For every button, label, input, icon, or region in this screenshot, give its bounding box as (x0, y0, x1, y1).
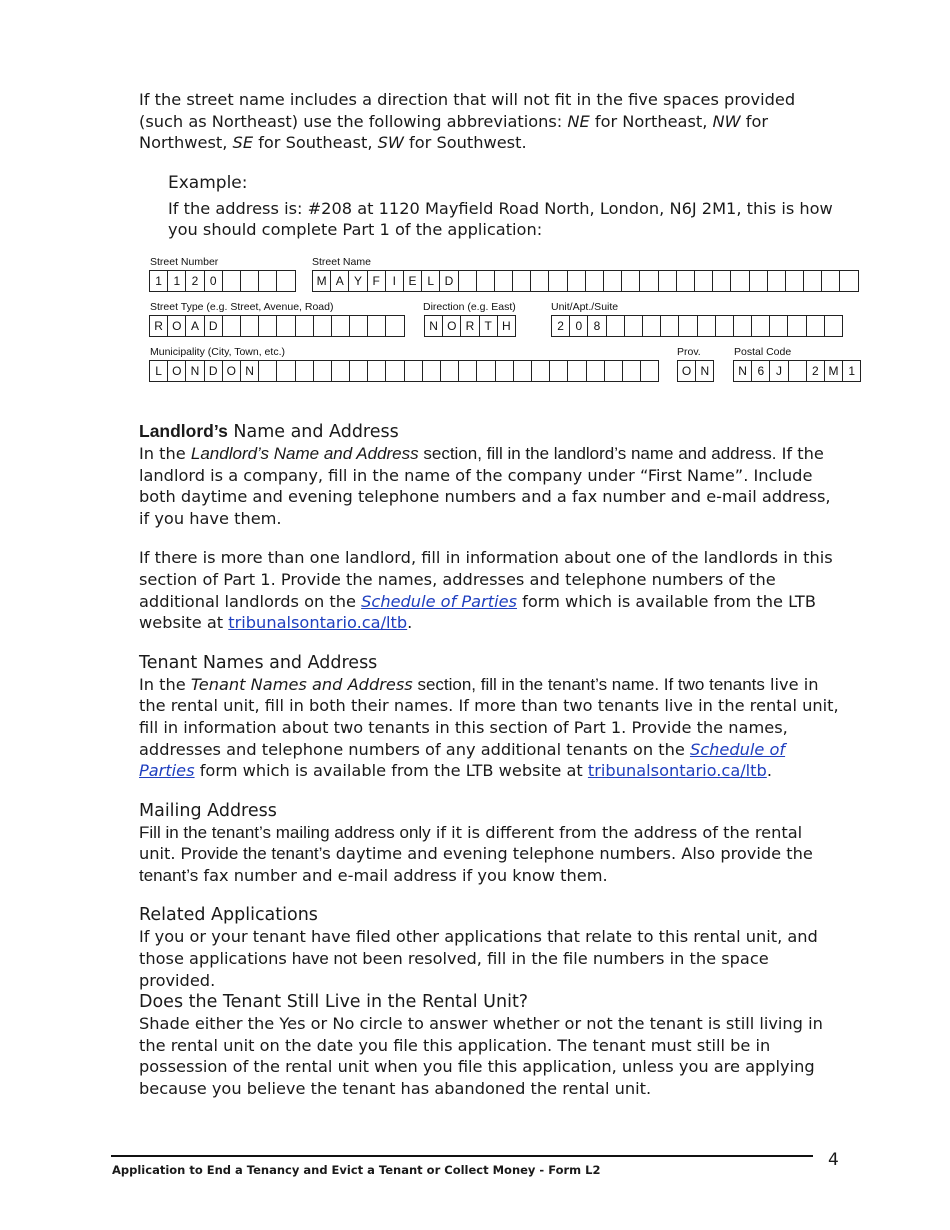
form-cell (822, 271, 840, 291)
address-form-example (149, 255, 859, 396)
landlord-paragraph-1: In the Landlord’s Name and Address section, fill in the landlord’s name and address. If the landlord is a company, fill in the name of the company under “First Name”. Include both daytime and evening telephone numbers and a fax number and e-mail address, if you have them. (139, 443, 831, 528)
form-cell (768, 271, 786, 291)
form-cell: J (770, 361, 788, 381)
form-cell (641, 361, 659, 381)
form-cell (568, 271, 586, 291)
form-cell (605, 361, 623, 381)
form-cell: D (205, 316, 223, 336)
form-cell (223, 271, 241, 291)
form-cell (332, 361, 350, 381)
postal-code-boxes (733, 360, 861, 382)
form-cell (368, 361, 386, 381)
example-block (168, 172, 839, 241)
prov-label: Prov. (677, 345, 701, 358)
form-cell (259, 316, 277, 336)
related-paragraph: If you or your tenant have filed other applications that relate to this rental unit, and those applications have not been resolved, fill in the file numbers in the space provided. (139, 927, 818, 990)
form-cell (514, 361, 532, 381)
mailing-paragraph: Fill in the tenant’s mailing address only if it is different from the address of the rental unit. Provide the tenant’s daytime and evening telephone numbers. Also provide the tenant’s fax number and e-mail address if you know them. (139, 822, 813, 885)
form-cell (789, 361, 807, 381)
example-text: If the address is: #208 at 1120 Mayfield Road North, London, N6J 2M1, this is how you should complete Part 1 of the application: (168, 198, 833, 240)
form-cell (804, 271, 822, 291)
unit-label: Unit/Apt./Suite (551, 300, 619, 313)
form-cell: N (425, 316, 443, 336)
street-number-boxes (149, 270, 296, 292)
form-cell (423, 361, 441, 381)
form-cell (622, 271, 640, 291)
form-cell (531, 271, 549, 291)
form-cell (679, 316, 697, 336)
form-cell (459, 361, 477, 381)
form-cell: M (825, 361, 843, 381)
form-cell: L (150, 361, 168, 381)
ltb-website-link-2[interactable]: tribunalsontario.ca/ltb (587, 761, 767, 781)
form-cell (568, 361, 586, 381)
form-cell: E (404, 271, 422, 291)
form-cell (550, 361, 568, 381)
form-cell (277, 361, 295, 381)
street-type-boxes (149, 315, 405, 337)
form-cell (350, 316, 368, 336)
street-type-label: Street Type (e.g. Street, Avenue, Road) (150, 300, 334, 313)
form-cell (441, 361, 459, 381)
form-cell: A (186, 316, 204, 336)
form-cell: D (205, 361, 223, 381)
form-cell: O (168, 316, 186, 336)
form-cell: 2 (552, 316, 570, 336)
form-cell (695, 271, 713, 291)
form-cell: 2 (807, 361, 825, 381)
form-cell (623, 361, 641, 381)
form-cell (314, 316, 332, 336)
form-cell: 8 (588, 316, 606, 336)
form-cell (332, 316, 350, 336)
example-heading: Example: (168, 172, 248, 193)
form-cell (259, 361, 277, 381)
form-cell: O (168, 361, 186, 381)
form-cell (840, 271, 858, 291)
postal-code-label: Postal Code (734, 345, 792, 358)
form-cell (241, 271, 259, 291)
form-cell: R (461, 316, 479, 336)
form-cell (314, 361, 332, 381)
street-name-label: Street Name (312, 255, 371, 268)
schedule-of-parties-link[interactable]: Schedule of Parties (361, 591, 517, 611)
form-cell (607, 316, 625, 336)
form-cell (350, 361, 368, 381)
form-cell (296, 361, 314, 381)
form-cell: O (223, 361, 241, 381)
form-cell: N (696, 361, 714, 381)
form-cell (477, 361, 495, 381)
form-cell (698, 316, 716, 336)
page-content (139, 89, 856, 1100)
form-cell (677, 271, 695, 291)
footer-form-title: Application to End a Tenancy and Evict a Tenant or Collect Money - Form L2 (112, 1163, 601, 1177)
form-cell (659, 271, 677, 291)
form-cell (386, 361, 404, 381)
form-cell: 6 (752, 361, 770, 381)
form-cell (532, 361, 550, 381)
form-cell (223, 316, 241, 336)
municipality-label: Municipality (City, Town, etc.) (150, 345, 285, 358)
municipality-boxes (149, 360, 659, 382)
form-cell: Y (349, 271, 367, 291)
form-cell (405, 361, 423, 381)
form-cell: H (498, 316, 516, 336)
form-cell: L (422, 271, 440, 291)
form-cell: 0 (205, 271, 223, 291)
form-cell (807, 316, 825, 336)
form-cell: 1 (843, 361, 861, 381)
still-live-heading: Does the Tenant Still Live in the Rental Unit? (139, 992, 529, 1013)
footer-rule (111, 1155, 813, 1157)
form-cell (786, 271, 804, 291)
form-cell (640, 271, 658, 291)
form-cell: 1 (150, 271, 168, 291)
form-cell (604, 271, 622, 291)
form-cell: R (150, 316, 168, 336)
form-cell (770, 316, 788, 336)
street-name-boxes (312, 270, 859, 292)
form-cell (713, 271, 731, 291)
form-cell (750, 271, 768, 291)
form-cell (825, 316, 843, 336)
form-cell: O (678, 361, 696, 381)
landlord-heading: Landlord’s Name and Address (139, 420, 399, 442)
tenant-heading: Tenant Names and Address (139, 652, 378, 673)
form-cell (549, 271, 567, 291)
form-cell (625, 316, 643, 336)
form-cell (277, 316, 295, 336)
form-cell (731, 271, 749, 291)
form-cell: F (368, 271, 386, 291)
form-cell: O (443, 316, 461, 336)
street-number-label: Street Number (150, 255, 219, 268)
unit-boxes (551, 315, 843, 337)
form-cell (386, 316, 404, 336)
form-cell (513, 271, 531, 291)
form-cell: A (331, 271, 349, 291)
landlord-paragraph-2: If there is more than one landlord, fill in information about one of the landlords in this section of Part 1. Provide the names, addresses and telephone numbers of the additional landlords on the Schedule of Parties form which is available from the LTB website at tribunalsontario.ca/ltb. (139, 548, 833, 633)
form-cell: 1 (168, 271, 186, 291)
direction-label: Direction (e.g. East) (423, 300, 516, 313)
abbreviation-paragraph: If the street name includes a direction that will not fit in the five spaces provided (such as Northeast) use the following abbreviations: NE for Northeast, NW for Northwest, SE for Southeast, SW for Southwest. (139, 90, 796, 153)
prov-boxes (677, 360, 714, 382)
form-cell: 0 (570, 316, 588, 336)
form-cell (459, 271, 477, 291)
ltb-website-link[interactable]: tribunalsontario.ca/ltb (228, 613, 408, 633)
form-cell: N (241, 361, 259, 381)
form-cell: T (480, 316, 498, 336)
form-cell (495, 271, 513, 291)
form-cell (277, 271, 295, 291)
form-cell (661, 316, 679, 336)
form-cell (241, 316, 259, 336)
form-cell: I (386, 271, 404, 291)
form-cell (734, 316, 752, 336)
form-cell (586, 271, 604, 291)
still-live-paragraph: Shade either the Yes or No circle to answer whether or not the tenant is still living in the rental unit on the date you file this application. The tenant must still be in possession of the rental unit when you file this application, unless you are applying because you believe the tenant has abandoned the rental unit. (139, 1014, 823, 1099)
form-cell (477, 271, 495, 291)
form-cell: M (313, 271, 331, 291)
form-cell (368, 316, 386, 336)
form-cell (752, 316, 770, 336)
form-cell (788, 316, 806, 336)
schedule-of-parties-link-2[interactable]: Schedule of Parties (139, 739, 786, 781)
page-number: 4 (828, 1150, 839, 1170)
form-cell: N (734, 361, 752, 381)
form-cell (296, 316, 314, 336)
form-cell (716, 316, 734, 336)
form-cell: N (186, 361, 204, 381)
form-cell (643, 316, 661, 336)
form-cell (259, 271, 277, 291)
form-cell: 2 (186, 271, 204, 291)
related-heading: Related Applications (139, 905, 318, 926)
form-cell: D (440, 271, 458, 291)
form-cell (587, 361, 605, 381)
direction-boxes (424, 315, 516, 337)
form-cell (496, 361, 514, 381)
tenant-paragraph: In the Tenant Names and Address section, fill in the tenant’s name. If two tenants live in the rental unit, fill in both their names. If more than two tenants live in the rental unit, fill in information about two tenants in this section of Part 1. Provide the names, addresses and telephone numbers of any additional tenants on the Schedule of Parties form which is available from the LTB website at tribunalsontario.ca/ltb. (139, 674, 839, 781)
mailing-heading: Mailing Address (139, 800, 277, 821)
